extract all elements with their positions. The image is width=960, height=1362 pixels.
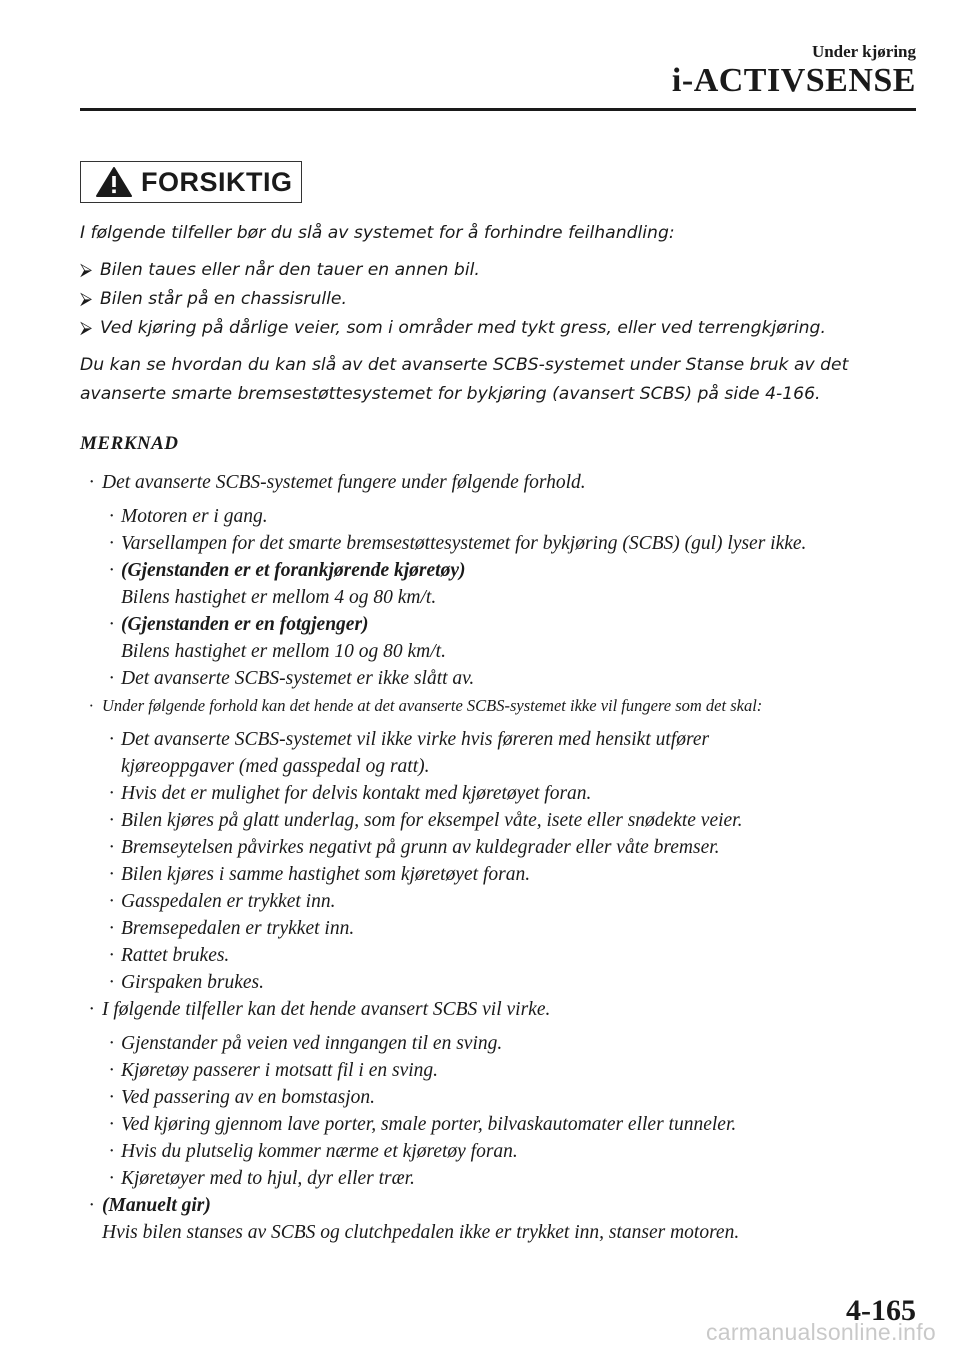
note-bullet: · I følgende tilfeller kan det hende avansert SCBS vil virke. [80, 996, 920, 1023]
note-bullet-text [102, 1192, 739, 1246]
caution-item-text: Ved kjøring på dårlige veier, som i områder med tykt gress, eller ved terrengkjøring. [100, 318, 826, 338]
note-bullet: · Under følgende forhold kan det hende at det avanserte SCBS-systemet ikke vil fungere som det skal: [80, 692, 920, 719]
caution-detail: Du kan se hvordan du kan slå av det avanserte SCBS-systemet under Stanse bruk av det avanserte smarte bremsestøttesystemet for bykjøring (avansert SCBS) på side 4-166. [80, 355, 849, 404]
note-subitem-text: Bilen kjøres på glatt underlag, som for eksempel våte, isete eller snødekte veier. [121, 810, 743, 831]
caution-badge [80, 161, 302, 203]
note-subitem-text: Hvis du plutselig kommer nærme et kjøretøy foran. [121, 1141, 518, 1162]
note-bullet-text: Under følgende forhold kan det hende at det avanserte SCBS-systemet ikke vil fungere som det skal: [102, 696, 763, 715]
caution-item-text: Bilen står på en chassisrulle. [100, 289, 347, 309]
note-subitem-text: Gjenstander på veien ved inngangen til en sving. [121, 1033, 503, 1054]
note-subitem: · Bremseytelsen påvirkes negativt på grunn av kuldegrader eller våte bremser. [80, 834, 920, 861]
note-subitem-text [121, 557, 465, 611]
note-subitem: · Varsellampen for det smarte bremsestøttesystemet for bykjøring (SCBS) (gul) lyser ikke. [80, 530, 920, 557]
note-subitem: · Ved passering av en bomstasjon. [80, 1084, 920, 1111]
note-subitem: · Kjøretøy passerer i motsatt fil i en sving. [80, 1057, 920, 1084]
arrow-bullet-icon: ⮚ [80, 289, 93, 309]
note-subitem-text: Ved kjøring gjennom lave porter, smale porter, bilvaskautomater eller tunneler. [121, 1114, 737, 1135]
note-subitem-text: Det avanserte SCBS-systemet er ikke slått av. [121, 668, 475, 689]
note-subitem: · Rattet brukes. [80, 942, 920, 969]
caution-item-text: Bilen taues eller når den tauer en annen bil. [100, 260, 480, 280]
note-subitem: · Gasspedalen er trykket inn. [80, 888, 920, 915]
note-subitem-text: Bremseytelsen påvirkes negativt på grunn av kuldegrader eller våte bremser. [121, 837, 720, 858]
note-bullet: · (Manuelt gir) Hvis bilen stanses av SCBS og clutchpedalen ikke er trykket inn, stanser motoren. [80, 1192, 920, 1246]
note-subitem: · (Gjenstanden er et forankjørende kjøretøy) Bilens hastighet er mellom 4 og 80 km/t. [80, 557, 920, 611]
note-subitem: · (Gjenstanden er en fotgjenger) Bilens hastighet er mellom 10 og 80 km/t. [80, 611, 920, 665]
header-divider [80, 108, 916, 111]
arrow-bullet-icon: ⮚ [80, 260, 93, 280]
warning-triangle-icon [95, 166, 133, 198]
note-subitem-line: Det avanserte SCBS-systemet vil ikke virke hvis føreren med hensikt utfører [121, 729, 710, 750]
caution-lead: I følgende tilfeller bør du slå av systemet for å forhindre feilhandling: [80, 223, 675, 243]
note-subitem: · Hvis du plutselig kommer nærme et kjøretøy foran. [80, 1138, 920, 1165]
note-subitem-text: Kjøretøyer med to hjul, dyr eller trær. [121, 1168, 415, 1189]
note-subitem-title: (Gjenstanden er et forankjørende kjøretøy) [121, 560, 466, 581]
note-subitem-text: Kjøretøy passerer i motsatt fil i en sving. [121, 1060, 439, 1081]
note-subitem-line: kjøreoppgaver (med gasspedal og ratt). [121, 756, 430, 777]
note-subitem: · Bilen kjøres i samme hastighet som kjøretøyet foran. [80, 861, 920, 888]
section-title: i-ACTIVSENSE [671, 62, 916, 99]
note-subitem-text: Bilen kjøres i samme hastighet som kjøretøyet foran. [121, 864, 531, 885]
note-subitem-text: Hvis det er mulighet for delvis kontakt med kjøretøyet foran. [121, 783, 592, 804]
note-subitem: · Gjenstander på veien ved inngangen til en sving. [80, 1030, 920, 1057]
note-section [80, 432, 920, 1246]
chapter-title: Under kjøring [811, 42, 916, 61]
note-subitem-text: Varsellampen for det smarte bremsestøttesystemet for bykjøring (SCBS) (gul) lyser ikke. [121, 533, 807, 554]
caution-item [80, 256, 900, 285]
note-subitem-detail: Bilens hastighet er mellom 10 og 80 km/t. [121, 641, 446, 662]
note-subitem: · Girspaken brukes. [80, 969, 920, 996]
note-subitem-text [121, 726, 709, 780]
note-subitem-text [121, 611, 446, 665]
note-subitem-text: Rattet brukes. [121, 945, 230, 966]
note-subitem: · Bilen kjøres på glatt underlag, som for eksempel våte, isete eller snødekte veier. [80, 807, 920, 834]
caution-item [80, 285, 900, 314]
note-subitem: · Det avanserte SCBS-systemet vil ikke virke hvis føreren med hensikt utfører kjøreoppgaver (med gasspedal og ratt). [80, 726, 920, 780]
caution-body [80, 220, 900, 426]
page-header [672, 42, 916, 100]
note-bullet-text: I følgende tilfeller kan det hende avansert SCBS vil virke. [102, 999, 551, 1020]
note-subitem-detail: Bilens hastighet er mellom 4 og 80 km/t. [121, 587, 437, 608]
caution-item [80, 314, 900, 343]
note-subitem-text: Bremsepedalen er trykket inn. [121, 918, 355, 939]
watermark: carmanualsonline.info [705, 1319, 936, 1345]
page-number: 4-165 [846, 1294, 916, 1327]
note-subitem-text: Motoren er i gang. [121, 506, 268, 527]
note-subitem-title: (Gjenstanden er en fotgjenger) [121, 614, 369, 635]
note-subitem: · Bremsepedalen er trykket inn. [80, 915, 920, 942]
note-subitem: · Ved kjøring gjennom lave porter, smale porter, bilvaskautomater eller tunneler. [80, 1111, 920, 1138]
note-subitem: · Motoren er i gang. [80, 503, 920, 530]
note-subitem-text: Gasspedalen er trykket inn. [121, 891, 336, 912]
arrow-bullet-icon: ⮚ [80, 318, 93, 338]
note-subitem-text: Ved passering av en bomstasjon. [121, 1087, 376, 1108]
note-subitem: · Kjøretøyer med to hjul, dyr eller trær. [80, 1165, 920, 1192]
note-bullet-text: Det avanserte SCBS-systemet fungere under følgende forhold. [102, 472, 586, 493]
note-bullet-title: (Manuelt gir) [102, 1195, 211, 1216]
note-bullet: · Det avanserte SCBS-systemet fungere under følgende forhold. [80, 469, 920, 496]
note-heading: MERKNAD [80, 433, 179, 454]
note-subitem-text: Girspaken brukes. [121, 972, 264, 993]
note-subitem: · Hvis det er mulighet for delvis kontakt med kjøretøyet foran. [80, 780, 920, 807]
note-bullet-detail: Hvis bilen stanses av SCBS og clutchpedalen ikke er trykket inn, stanser motoren. [102, 1222, 740, 1243]
note-subitem: · Det avanserte SCBS-systemet er ikke slått av. [80, 665, 920, 692]
caution-title: FORSIKTIG [141, 166, 293, 197]
